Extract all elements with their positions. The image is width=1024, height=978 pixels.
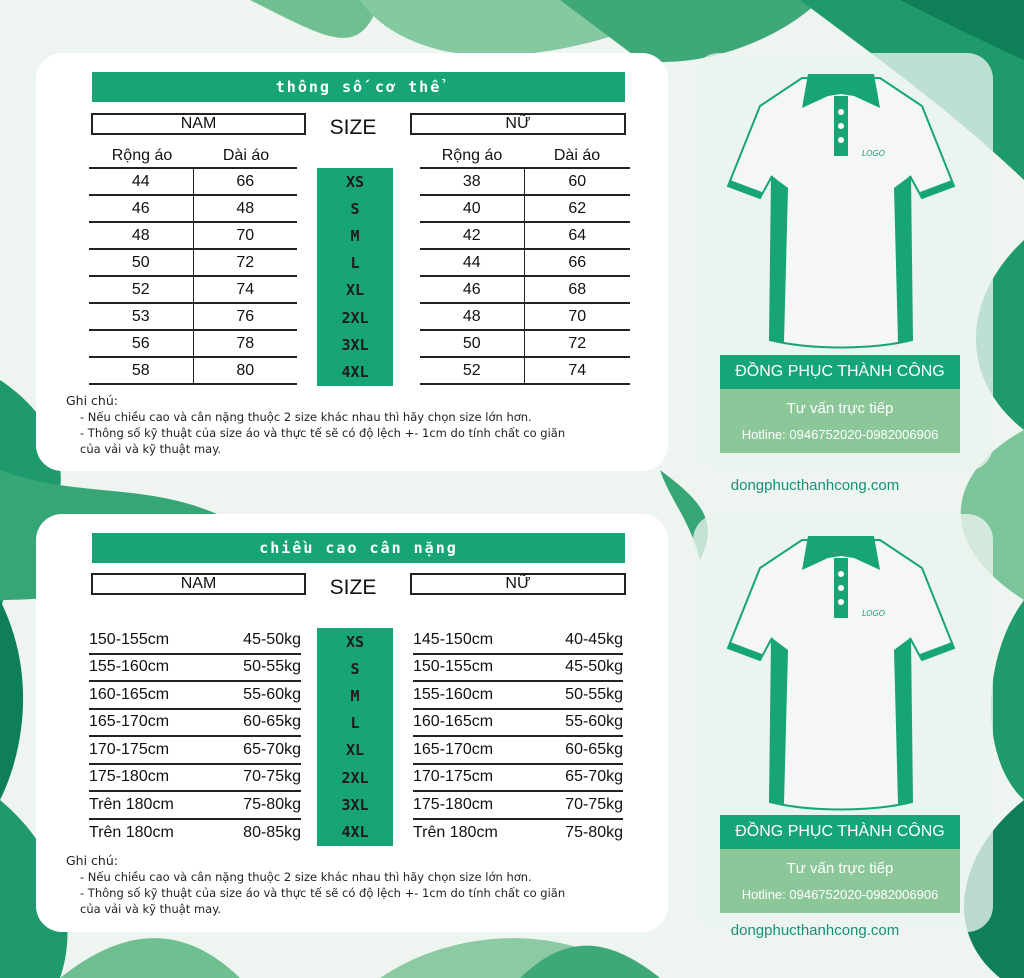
size-cell: 4XL [341,822,369,841]
men-label: NAM [91,113,306,135]
table-row: 145-150cm 40-45kg [413,627,623,655]
women-col-width: Rộng áo [441,147,503,164]
website-link[interactable]: dongphucthanhcong.com [730,477,900,494]
polo-shirt-icon [722,530,960,812]
note-line: - Nếu chiều cao và cân nặng thuộc 2 size khác nhau thì hãy chọn size lớn hơn. [80,410,532,424]
size-cell: 3XL [341,335,369,354]
table-row: Trên 180cm 80-85kg [89,824,301,842]
consult-label: Tư vấn trực tiếp [786,860,894,877]
size-cell: XS [345,632,365,651]
size-heading: SIZE [329,116,377,139]
note-title: Ghi chú: [66,393,118,408]
size-cell: M [350,686,360,705]
height-weight-title: chiều cao cân nặng [92,533,625,563]
size-cell: 4XL [341,362,369,381]
table-row: 58 80 [89,358,297,385]
table-row: 48 70 [420,304,630,331]
table-row: 175-180cm 70-75kg [89,765,301,793]
women-label: NỮ [410,573,626,595]
height-weight-note [66,853,646,917]
table-row: Trên 180cm 75-80kg [89,792,301,820]
size-column-body [317,168,393,386]
size-cell: L [350,714,360,733]
size-cell: L [350,254,360,273]
table-row: 155-160cm 50-55kg [413,682,623,710]
table-row: 46 48 [89,196,297,223]
women-body-table [420,167,630,385]
table-row: 46 68 [420,277,630,304]
table-row: 150-155cm 45-50kg [413,655,623,683]
website-link[interactable]: dongphucthanhcong.com [730,922,900,939]
consult-box [720,389,960,453]
women-height-table [413,627,623,847]
table-row: 44 66 [420,250,630,277]
note-line: của vải và kỹ thuật may. [80,902,222,916]
table-row: 170-175cm 65-70kg [89,737,301,765]
women-label: NỮ [410,113,626,135]
table-row: 165-170cm 60-65kg [413,737,623,765]
men-label: NAM [91,573,306,595]
table-row: 50 72 [89,250,297,277]
brand-name: ĐỒNG PHỤC THÀNH CÔNG [720,815,960,849]
brand-name: ĐỒNG PHỤC THÀNH CÔNG [720,355,960,389]
table-row: 44 66 [89,169,297,196]
body-specs-title: thông số cơ thể [92,72,625,102]
table-row: 56 78 [89,331,297,358]
men-col-width: Rộng áo [111,147,173,164]
note-line: - Thông số kỹ thuật của size áo và thực tế sẽ có độ lệch +- 1cm do tính chất co giãn [80,426,566,440]
table-row: Trên 180cm 75-80kg [413,824,623,842]
size-cell: XS [345,172,365,191]
note-title: Ghi chú: [66,853,118,868]
table-row: 38 60 [420,169,630,196]
table-row: 160-165cm 55-60kg [89,682,301,710]
table-row: 50 72 [420,331,630,358]
shirt-logo-text: LOGO [862,149,886,158]
size-column-height [317,628,393,846]
note-line: của vải và kỹ thuật may. [80,442,222,456]
table-row: 160-165cm 55-60kg [413,710,623,738]
table-row: 52 74 [89,277,297,304]
consult-label: Tư vấn trực tiếp [786,400,894,417]
size-cell: 2XL [341,768,369,787]
size-cell: XL [345,741,365,760]
table-row: 42 64 [420,223,630,250]
note-line: - Thông số kỹ thuật của size áo và thực tế sẽ có độ lệch +- 1cm do tính chất co giãn [80,886,566,900]
table-row: 165-170cm 60-65kg [89,710,301,738]
consult-box [720,849,960,913]
table-row: 155-160cm 50-55kg [89,655,301,683]
table-row: 52 74 [420,358,630,385]
table-row: 48 70 [89,223,297,250]
polo-shirt-icon [722,68,960,350]
table-row: 40 62 [420,196,630,223]
men-body-table [89,167,297,385]
note-line: - Nếu chiều cao và cân nặng thuộc 2 size khác nhau thì hãy chọn size lớn hơn. [80,870,532,884]
size-heading: SIZE [329,576,377,599]
hotline-text[interactable]: Hotline: 0946752020-0982006906 [741,427,939,442]
table-row: 150-155cm 45-50kg [89,627,301,655]
table-row: 170-175cm 65-70kg [413,765,623,793]
size-cell: S [350,199,360,218]
men-col-length: Dài áo [222,147,270,164]
size-cell: XL [345,281,365,300]
size-cell: M [350,226,360,245]
body-specs-note [66,393,646,457]
size-cell: 2XL [341,308,369,327]
men-height-table [89,627,301,847]
shirt-logo-text: LOGO [862,609,886,618]
table-row: 175-180cm 70-75kg [413,792,623,820]
table-row: 53 76 [89,304,297,331]
size-cell: S [350,659,360,678]
size-cell: 3XL [341,795,369,814]
women-col-length: Dài áo [553,147,601,164]
hotline-text[interactable]: Hotline: 0946752020-0982006906 [741,887,939,902]
